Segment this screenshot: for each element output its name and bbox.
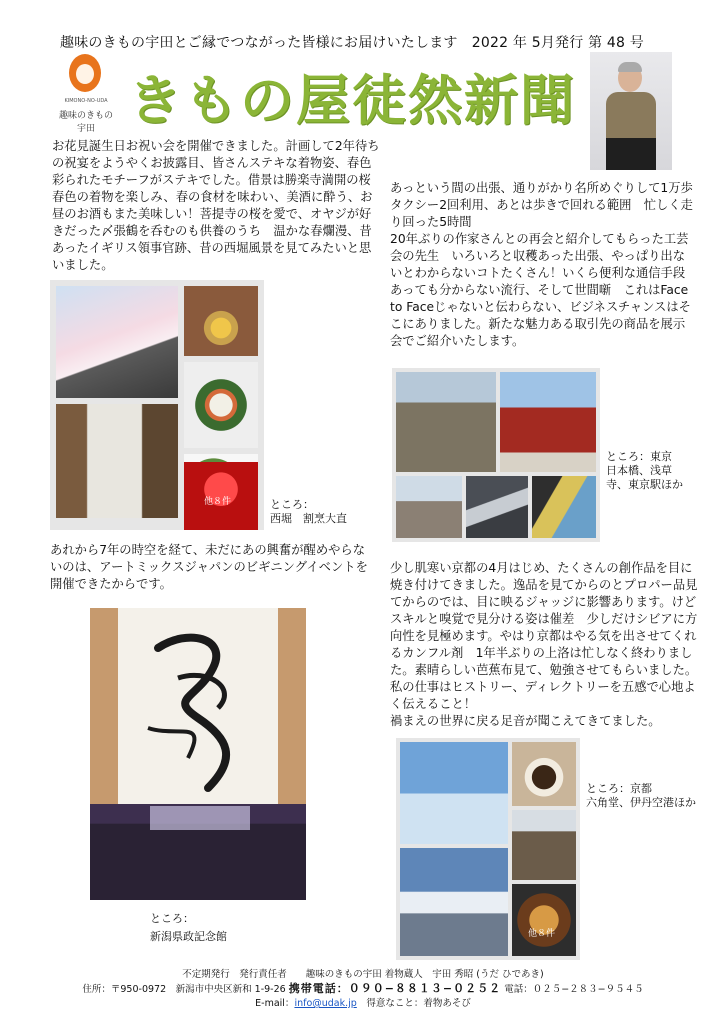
footer-mobile: 携帯電話：０９０−８８１３−０２５２: [288, 982, 502, 995]
footer-contact: [0, 982, 726, 997]
logo: [55, 54, 117, 132]
footer-hobby: 得意なこと：着物あそび: [356, 998, 471, 1009]
author-portrait: [590, 52, 672, 170]
footer-email-row: [0, 997, 726, 1011]
artomics-place: 新潟県政記念館: [150, 930, 227, 943]
logo-face-icon: [76, 64, 94, 84]
more-photos-badge: 他８件: [204, 497, 232, 507]
hanami-place: 西堀 割烹大直: [270, 512, 347, 525]
sensoji-temple-photo: [500, 372, 596, 472]
art-event-photo: [90, 608, 306, 900]
artomics-place-label: ところ：: [150, 912, 194, 925]
issue-tagline: 趣味のきもの宇田とご縁でつながった皆様にお届けいたします 2022 年 5月発行 第 48 号: [60, 35, 644, 51]
footer-email-label: E-mail：: [255, 998, 295, 1009]
hanami-place-label: ところ：: [270, 498, 314, 511]
more-photos-badge-kyoto: 他８件: [528, 929, 556, 939]
food-photo: [512, 884, 576, 956]
calligraphy-artwork: [118, 608, 278, 804]
rokkakudo-photo: [512, 810, 576, 880]
red-lacquer-photo: [184, 462, 258, 530]
tokyo-place: ところ：東京 日本橋、浅草 寺、東京駅ほか: [606, 450, 683, 491]
dish-photo-1: [184, 286, 258, 356]
email-link[interactable]: info@udak.jp: [294, 998, 357, 1009]
kyoto-photo-collage: [396, 738, 580, 960]
tearoom-photo: [56, 404, 178, 518]
footer-publisher: 不定期発行 発行責任者 趣味のきもの宇田 着物蔵人 宇田 秀昭 (うだ ひであき): [182, 969, 544, 980]
tokyo-photo-collage: [392, 368, 600, 542]
footer-address: 住所：〒950-0972 新潟市中央区新和 1-9-26: [82, 984, 286, 995]
coffee-photo: [512, 742, 576, 806]
footer-tel: 電話：０２５−２８３−９５４５: [504, 984, 644, 995]
article-artomics: あれから7年の時空を経て、未だにあの興奮が醒めやらないのは、アートミックスジャパンのビギニングイベントを開催できたからです。: [50, 543, 368, 591]
mountain-view-photo: [400, 848, 508, 956]
article-tokyo: あっという間の出張、通りがかり名所めぐりして1万歩 タクシー2回利用、あとは歩きで回れる範囲 忙しく走り回った5時間 20年ぶりの作家さんとの再会と紹介してもらった工芸会の先生 いろいろと収穫あった出張、やっぱり出ないとわからないコトたくさん！いくら便利な通信手段あっても分からない流行、そして世間噺 これはFace to Faceじゃないと伝わらない、ビジネスチャンスはそこにありました。新たな魅力ある取引先の商品を展示会でご紹介いたします。: [390, 181, 693, 348]
bento-photo: [532, 476, 596, 538]
masthead-title: きもの屋徒然新聞: [128, 68, 576, 132]
station-photo: [466, 476, 528, 538]
buddha-statue-photo: [396, 372, 496, 472]
footer: [0, 968, 726, 1011]
airplane-propeller-photo: [400, 742, 508, 844]
logo-brand: 趣味のきもの 宇田: [58, 111, 113, 134]
street-photo: [396, 476, 462, 538]
article-kyoto: 少し肌寒い京都の4月はじめ、たくさんの創作品を目に焼き付けてきました。逸品を見てからのとプロパー品見てからのでは、目に映るジャッジに影響あります。けどスキルと嗅覚で見分ける姿は催差 少しだけシビアに方向性を見極めます。やはり京都はやる気を出させてくれるカンフル剤 1年半ぶりの上洛は忙しなく終わりました。素晴らしい芭蕉布見て、勉強させてもらいました。私の仕事はヒストリー、ディレクトリーを五感で心地よく伝えること！ 禍まえの世界に戻る足音が聞こえてきてました。: [390, 561, 698, 728]
kyoto-place: ところ：京都 六角堂、伊丹空港ほか: [586, 782, 696, 809]
article-hanami: お花見誕生日お祝い会を開催できました。計画して2年待ちの祝宴をようやくお披露目、皆さんステキな着物姿、春色彩られたモチーフがステキでした。借景は勝楽寺満開の桜 春色の着物を楽しみ、春の食材を味わい、美酒に酔う、お昼のお酒もまた美味しい！菩提寺の桜を愛で、オヤジが好きだった〆張鶴を呑むのも供養のうち 温かな春爛漫、昔あったイギリス領事官跡、昔の西堀風景を見てみたいと思いました。: [52, 139, 384, 272]
dish-photo-2: [184, 362, 258, 448]
logo-small-text: KIMONO-NO-UDA: [64, 98, 108, 104]
cherry-blossom-photo: [56, 286, 178, 398]
